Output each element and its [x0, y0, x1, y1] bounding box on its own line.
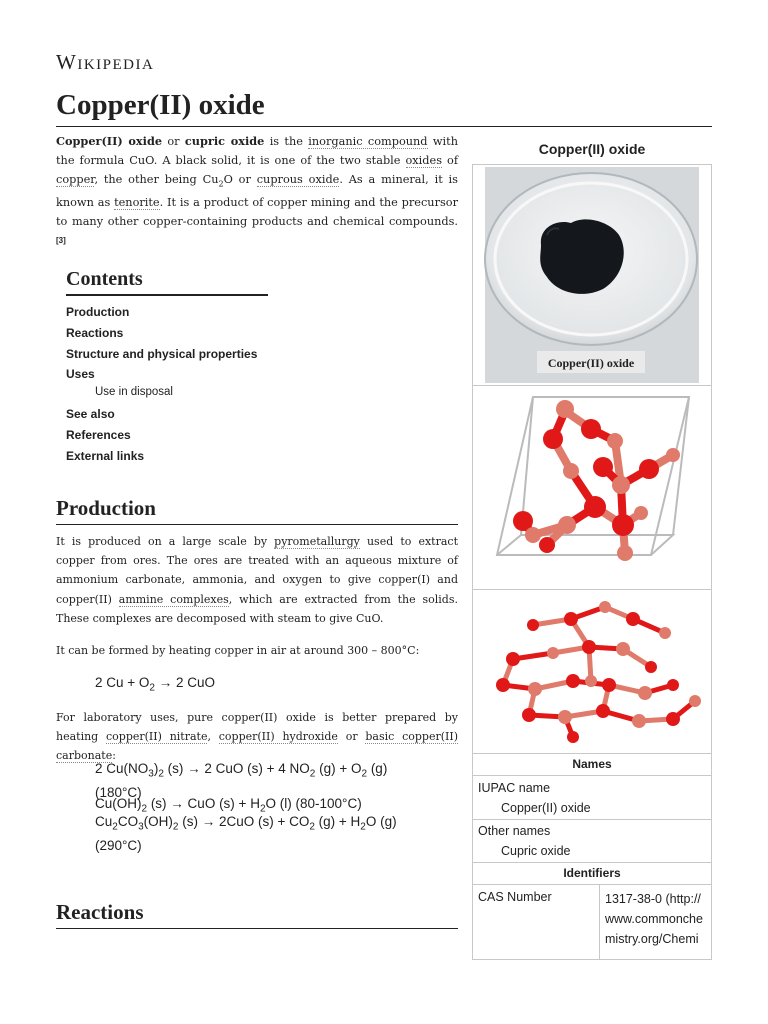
eq-text: CO: [117, 814, 139, 829]
eq-text: → 2 CuO: [154, 675, 215, 690]
toc-item-reactions[interactable]: Reactions: [66, 326, 124, 340]
subscript: 2: [361, 768, 368, 780]
subscript: 2: [309, 768, 316, 780]
other-names-value: Cupric oxide: [501, 844, 571, 858]
text: or: [337, 730, 366, 744]
subscript: 2: [112, 821, 118, 833]
link-oxides[interactable]: oxides: [405, 154, 442, 167]
subscript: 2: [158, 768, 164, 780]
text: :: [112, 749, 116, 763]
toc-item-references[interactable]: References: [66, 428, 131, 442]
link-pyrometallurgy[interactable]: pyrometallurgy: [274, 535, 360, 548]
toc-item-uses[interactable]: Uses: [66, 367, 95, 381]
link-tenorite[interactable]: tenorite: [114, 196, 160, 210]
other-names-label: Other names: [478, 824, 551, 838]
subscript: 2: [309, 821, 315, 833]
crystal-lattice-diagram: [473, 589, 711, 753]
wikipedia-logo[interactable]: Wikipedia: [56, 50, 155, 74]
text: with the formula CuO. A black solid, it is one of the two stable: [56, 135, 458, 167]
eq-text: Cu(OH): [95, 796, 142, 811]
eq-text: (g): [367, 761, 388, 776]
eq-text: Cu: [95, 814, 113, 829]
text: used to extract copper from ores. The ores are treated with an aqueous mixture of ammonium carbonate, ammonia, and oxygen to give copper(I) and copper(II): [56, 535, 458, 606]
text: , the other being Cu: [94, 173, 219, 186]
section-heading-reactions: Reactions: [56, 900, 458, 929]
subscript: 3: [148, 768, 154, 780]
infobox-title: Copper(II) oxide: [538, 141, 646, 157]
link-ammine-complexes[interactable]: ammine complexes: [118, 592, 229, 606]
equation-4: [95, 813, 455, 855]
subscript: 2: [360, 821, 366, 833]
text: ,: [207, 730, 219, 744]
toc-item-production[interactable]: Production: [66, 305, 130, 319]
text: of: [442, 154, 458, 167]
subscript: 2: [141, 803, 148, 815]
infobox-row-cas: [473, 885, 711, 959]
infobox-lattice-image[interactable]: [473, 589, 711, 754]
iupac-value: Copper(II) oxide: [501, 801, 591, 815]
toc-item-see-also[interactable]: See also: [66, 407, 115, 421]
cas-value-link[interactable]: 1317-38-0 (http://www.commonchemistry.org/Chemi: [599, 885, 711, 959]
lead-paragraph: [56, 132, 458, 254]
link-basic-copper-carbonate[interactable]: basic copper(II) carbonate: [56, 730, 459, 763]
eq-text: O (g): [365, 814, 397, 829]
infobox-photo[interactable]: [473, 165, 711, 386]
photo-label: Copper(II) oxide: [547, 356, 635, 370]
eq-text: (s) → CuO (s) + H: [147, 796, 260, 811]
link-copper[interactable]: copper: [56, 173, 95, 186]
equation-1: [95, 674, 215, 698]
text: is the: [264, 135, 309, 148]
production-paragraph-3: [56, 708, 458, 766]
eq-text: 2 Cu(NO: [95, 761, 149, 776]
eq-text: (s) → 2 CuO (s) + 4 NO: [163, 761, 310, 776]
eq-text: 2 Cu + O: [95, 675, 150, 690]
production-paragraph-1: [56, 532, 458, 628]
unit-cell-diagram: [473, 385, 711, 589]
toc-item-structure[interactable]: Structure and physical properties: [66, 347, 258, 361]
toc-item-external-links[interactable]: External links: [66, 449, 145, 463]
infobox-unit-cell-image[interactable]: [473, 385, 711, 590]
iupac-label: IUPAC name: [478, 781, 551, 795]
eq-condition: (180°C): [95, 784, 142, 800]
text: It is produced on a large scale by: [56, 535, 275, 548]
table-of-contents: [66, 268, 268, 467]
subscript: 2: [259, 803, 266, 815]
section-heading-production: Production: [56, 496, 458, 525]
subscript: 2: [218, 179, 224, 189]
copper-oxide-photo: [473, 165, 711, 385]
subscript: 3: [138, 821, 144, 833]
bold-term: cupric oxide: [184, 134, 265, 148]
eq-text: ): [153, 761, 159, 776]
infobox-row-iupac: [473, 776, 711, 820]
text: . It is a product of copper mining and the precursor to many other copper-containing products and chemical compounds.: [56, 196, 458, 229]
bold-term: Copper(II) oxide: [56, 134, 163, 148]
subscript: 2: [149, 682, 155, 694]
infobox-row-other-names: [473, 819, 711, 863]
text: . As a mineral, it is known as: [56, 173, 458, 210]
infobox-header-identifiers: Identifiers: [473, 862, 711, 885]
eq-text: (g) + O: [315, 761, 362, 776]
text: For laboratory uses, pure copper(II) oxide is better prepared by heating: [56, 711, 458, 744]
reference-link[interactable]: [3]: [56, 236, 66, 246]
infobox: [472, 164, 712, 960]
infobox-header-names: Names: [473, 753, 711, 776]
link-cuprous-oxide[interactable]: cuprous oxide: [256, 173, 340, 186]
subscript: 2: [172, 821, 179, 833]
production-paragraph-2: It can be formed by heating copper in air at around 300 – 800°C:: [56, 644, 420, 657]
eq-text: O (l) (80-100°C): [265, 796, 362, 811]
eq-text: (s) → 2CuO (s) + CO: [178, 814, 310, 829]
link-inorganic-compound[interactable]: inorganic compound: [308, 135, 428, 148]
eq-text: (g) + H: [314, 814, 361, 829]
toc-subitem-use-in-disposal[interactable]: Use in disposal: [95, 386, 173, 398]
eq-text: (OH): [143, 814, 173, 829]
text: , which are extracted from the solids. These complexes are decomposed with steam to give CuO.: [56, 592, 458, 625]
text: or: [162, 135, 185, 148]
toc-title: Contents: [66, 268, 268, 296]
text: O or: [223, 173, 257, 186]
lead-section: [56, 132, 458, 264]
cas-label: CAS Number: [478, 890, 552, 904]
link-copper-nitrate[interactable]: copper(II) nitrate: [106, 730, 208, 744]
eq-condition: (290°C): [95, 837, 142, 853]
page-title: Copper(II) oxide: [56, 86, 712, 127]
link-copper-hydroxide[interactable]: copper(II) hydroxide: [218, 730, 338, 744]
